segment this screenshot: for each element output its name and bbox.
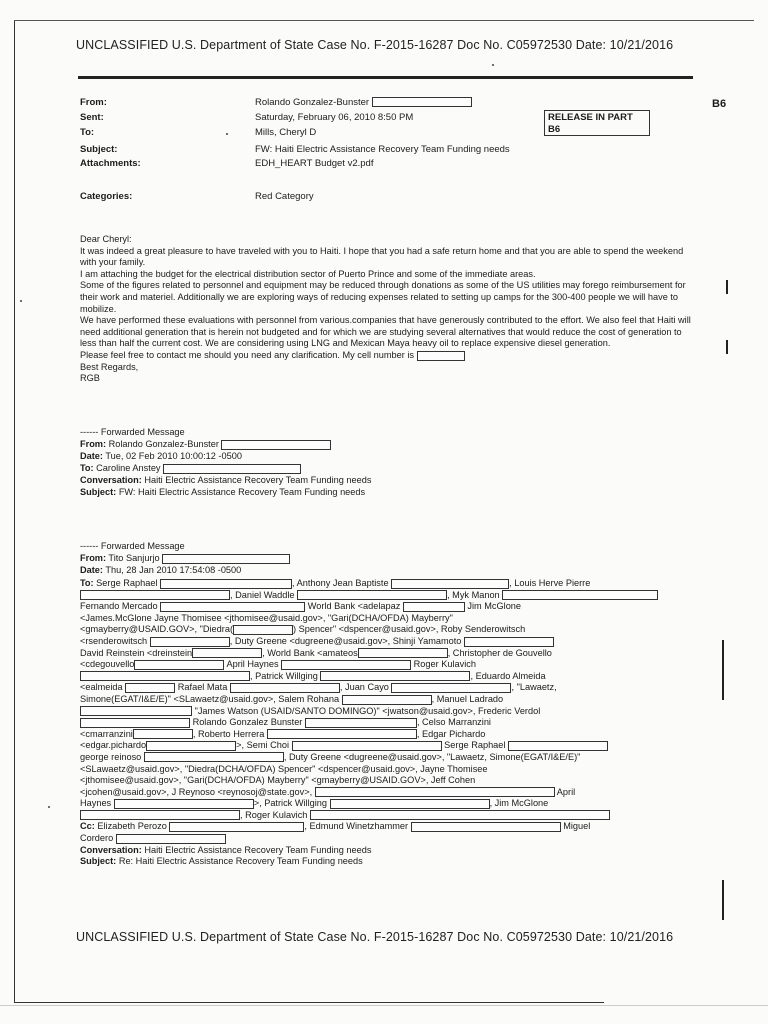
recipient: george reinoso <box>80 751 142 762</box>
redaction-box <box>502 590 658 600</box>
forward-separator: ------ Forwarded Message <box>80 427 185 437</box>
sent-label: Sent: <box>80 112 104 123</box>
to-label: To: <box>80 127 95 138</box>
signature: RGB <box>80 373 100 384</box>
recipient: >, Semi Choi <box>236 740 290 751</box>
recipient: , Edgar Pichardo <box>416 728 486 739</box>
redaction-box <box>80 718 190 728</box>
fwd2-date-value: Thu, 28 Jan 2010 17:54:08 -0500 <box>105 565 242 575</box>
fwd2-from-label: From: <box>80 553 107 563</box>
redaction-box <box>297 590 447 600</box>
recipient: , Louis Herve Pierre <box>509 578 591 588</box>
paragraph: We have performed these evaluations with personnel from various.companies that have generously contributed to the effort. We also feel that Haiti will need additional generation that is herein not budgeted and for which we are studying several alternatives that would reduce the cost of generation to less than half the current cost. We are considering using LNG and Mexican Maya heavy oil to replace expensive diesel generation. <box>80 315 691 349</box>
paragraph <box>80 350 692 362</box>
closing: Best Regards, <box>80 361 139 372</box>
fwd-conv-label: Conversation: <box>80 475 142 485</box>
redaction-box <box>391 683 511 693</box>
fwd2-from-value: Tito Sanjurjo <box>108 553 160 563</box>
recipient: ) Spencer" <dspencer@usaid.gov>, Roby Senderowitsch <box>293 624 526 635</box>
redaction-box <box>305 718 417 728</box>
recipient: Serge Raphael <box>96 578 158 588</box>
recipient: Jayne Thomisee <jthomisee@usaid.gov>, "Gari(DCHA/OFDA) Mayberry" <box>154 612 453 623</box>
redaction-box <box>160 579 292 589</box>
redaction-box <box>150 637 230 647</box>
forward-separator: ------ Forwarded Message <box>80 541 185 551</box>
fwd2-conv-value: Haiti Electric Assistance Recovery Team Funding needs <box>144 844 372 855</box>
fwd2-to-label: To: <box>80 578 94 588</box>
forward-date <box>80 451 242 463</box>
redaction-box <box>133 729 193 739</box>
recipient: <edgar.pichardo <box>80 740 147 751</box>
redaction-box <box>134 660 224 670</box>
redaction-box <box>330 799 490 809</box>
recipient: , Celso Marranzini <box>416 717 491 728</box>
recipient: Rolando Gonzalez Bunster <box>192 717 303 728</box>
recipient: April Haynes <box>226 659 279 670</box>
recipient: Rafael Mata <box>177 682 228 693</box>
fwd2-conv-label: Conversation: <box>80 844 142 855</box>
sent-value: Saturday, February 06, 2010 8:50 PM <box>255 112 414 123</box>
scan-artifact <box>722 640 724 700</box>
recipient-list <box>80 578 692 868</box>
redaction-box <box>163 464 301 474</box>
contact-sentence: Please feel free to contact me should you need any clarification. My cell number is <box>80 349 414 360</box>
redaction-box <box>80 590 230 600</box>
recipient: , Myk Manon <box>447 589 500 600</box>
greeting: Dear Cheryl: <box>80 234 132 244</box>
redaction-box <box>411 822 561 832</box>
recipient: , Patrick Willging <box>250 670 318 681</box>
fwd-conv-value: Haiti Electric Assistance Recovery Team Funding needs <box>144 475 372 485</box>
redaction-box <box>80 671 250 681</box>
redaction-box <box>144 752 284 762</box>
recipient: <SLawaetz@usaid.gov>, "Diedra(DCHA/OFDA) Spencer" <dspencer@usaid.gov>, Jayne Thomisee <box>80 763 488 774</box>
redaction-box <box>292 741 442 751</box>
forward-conversation <box>80 475 371 487</box>
redaction-box <box>403 602 465 612</box>
redaction-box <box>116 834 226 844</box>
cc-recipient: Cordero <box>80 833 114 844</box>
exemption-code-margin: B6 <box>712 98 727 110</box>
fwd-subject-label: Subject: <box>80 487 117 497</box>
fwd-date-value: Tue, 02 Feb 2010 10:00:12 -0500 <box>105 451 242 461</box>
fwd-to-value: Caroline Anstey <box>96 463 161 473</box>
scan-artifact <box>48 806 50 808</box>
forward-from <box>80 553 290 565</box>
categories-value: Red Category <box>255 191 314 202</box>
redaction-box <box>372 97 472 107</box>
redaction-box <box>169 822 304 832</box>
redaction-box <box>281 660 411 670</box>
fwd-subject-value: FW: Haiti Electric Assistance Recovery Team Funding needs <box>118 487 366 497</box>
recipient: Haynes <box>80 798 112 809</box>
redaction-box <box>267 729 417 739</box>
recipient: <ealmeida <box>80 682 123 693</box>
message-body <box>80 234 692 385</box>
from-label: From: <box>80 97 107 108</box>
categories-label: Categories: <box>80 191 133 202</box>
scan-artifact <box>226 133 228 135</box>
redaction-box <box>391 579 509 589</box>
recipient: World Bank <adelapaz <box>307 601 401 612</box>
recipient: Jim McGlone <box>467 601 522 612</box>
from-name: Rolando Gonzalez-Bunster <box>255 97 370 108</box>
redaction-box <box>342 695 432 705</box>
recipient: Serge Raphael <box>444 740 506 751</box>
forward-to <box>80 463 301 475</box>
redaction-box <box>114 799 254 809</box>
classification-banner-bottom: UNCLASSIFIED U.S. Department of State Case No. F-2015-16287 Doc No. C05972530 Date: 10/21/2016 <box>76 930 674 944</box>
recipient: <gmayberry@USAID.GOV>, "Diedra( <box>80 624 233 635</box>
from-value <box>255 97 472 108</box>
forward-date <box>80 565 241 577</box>
fwd2-date-label: Date: <box>80 565 103 575</box>
redaction-box <box>233 625 293 635</box>
recipient: , Eduardo Almeida <box>470 670 546 681</box>
scan-artifact <box>492 64 494 66</box>
classification-banner-top: UNCLASSIFIED U.S. Department of State Case No. F-2015-16287 Doc No. C05972530 Date: 10/21/2016 <box>76 38 674 52</box>
paragraph: I am attaching the budget for the electrical distribution sector of Puerto Prince and some of the immediate areas. <box>80 268 536 279</box>
recipient: <James.McGlone <box>80 612 152 623</box>
scan-border-bottom <box>14 1002 604 1003</box>
recipient: <cmarranzini <box>80 728 133 739</box>
redaction-box <box>320 671 470 681</box>
header-rule <box>78 76 693 79</box>
redaction-box <box>315 787 555 797</box>
redaction-box <box>230 683 340 693</box>
paragraph: Some of the figures related to personnel and equipment may be reduced through donations as some of the US utilities may forego reimbursement for their work and materiel. Additionally we are exploring ways of reducing expenses related to setting up camps for the 300-400 people we will have to mobilize. <box>80 280 686 314</box>
redaction-box <box>464 637 554 647</box>
recipient: , Jim McGlone <box>489 798 549 809</box>
recipient: >, Patrick Willging <box>253 798 327 809</box>
redaction-box <box>80 706 192 716</box>
recipient: "James Watson (USAID/SANTO DOMINGO)" <jwatson@usaid.gov>, Frederic Verdol <box>194 705 541 716</box>
subject-label: Subject: <box>80 144 118 155</box>
redaction-box <box>125 683 175 693</box>
recipient: <rsenderowitsch <box>80 635 148 646</box>
recipient: <jthomisee@usaid.gov>, "Gari(DCHA/OFDA) Mayberry" <gmayberry@USAID.GOV>, Jeff Cohen <box>80 775 476 786</box>
recipient: <cdegouvello <box>80 659 135 670</box>
recipient: , Juan Cayo <box>339 682 389 693</box>
recipient: Fernando Mercado <box>80 601 158 612</box>
redaction-box <box>160 602 305 612</box>
recipient: David Reinstein <dreinstein <box>80 647 193 658</box>
recipient: April <box>556 786 576 797</box>
recipient: Roger Kulavich <box>413 659 476 670</box>
recipient: , Daniel Waddle <box>230 589 295 600</box>
redaction-box <box>80 810 240 820</box>
recipient: , "Lawaetz, <box>511 682 557 693</box>
scan-artifact <box>20 300 22 302</box>
cc-recipient: Miguel <box>563 821 591 832</box>
recipient: , Duty Greene <dugreene@usaid.gov>, Shinji Yamamoto <box>229 635 462 646</box>
redaction-box <box>192 648 262 658</box>
attachments-label: Attachments: <box>80 158 141 169</box>
recipient: , Roger Kulavich <box>240 809 308 820</box>
fwd-from-label: From: <box>80 439 107 449</box>
paragraph: It was indeed a great pleasure to have traveled with you to Haiti. I hope that you had a safe return home and that you are able to spend the weekend with your family. <box>80 245 684 268</box>
forward-from <box>80 439 331 451</box>
fwd-from-value: Rolando Gonzalez-Bunster <box>108 439 219 449</box>
fwd-date-label: Date: <box>80 451 103 461</box>
release-stamp <box>544 110 650 136</box>
recipient: , Anthony Jean Baptiste <box>292 578 389 588</box>
redaction-box <box>221 440 331 450</box>
recipient: , Roberto Herrera <box>192 728 265 739</box>
fwd2-cc-label: Cc: <box>80 821 95 832</box>
to-value: Mills, Cheryl D <box>255 127 317 138</box>
redaction-box <box>358 648 448 658</box>
scan-border-top <box>14 20 754 21</box>
forward-subject <box>80 487 365 499</box>
attachment-link[interactable]: EDH_HEART Budget v2.pdf <box>255 158 374 169</box>
scan-artifact <box>726 280 728 294</box>
release-stamp-line1: RELEASE IN PART <box>548 112 633 123</box>
cc-recipient: , Edmund Winetzhammer <box>304 821 409 832</box>
recipient: , Duty Greene <dugreene@usaid.gov>, "Lawaetz, Simone(EGAT/I&E/E)" <box>283 751 581 762</box>
recipient: Simone(EGAT/I&E/E)" <SLawaetz@usaid.gov>, Salem Rohana <box>80 693 340 704</box>
fwd2-subject-value: Re: Haiti Electric Assistance Recovery Team Funding needs <box>118 856 363 867</box>
fwd-to-label: To: <box>80 463 94 473</box>
redaction-box <box>162 554 290 564</box>
redaction-box <box>508 741 608 751</box>
scan-artifact <box>726 340 728 354</box>
redaction-box <box>146 741 236 751</box>
scan-border-left <box>14 20 15 1002</box>
redaction-box <box>417 351 465 361</box>
subject-value: FW: Haiti Electric Assistance Recovery Team Funding needs <box>255 144 510 155</box>
recipient: , Manuel Ladrado <box>431 693 504 704</box>
recipient: <jcohen@usaid.gov>, J Reynoso <reynosoj@state.gov>, <box>80 786 313 797</box>
redaction-box <box>310 810 610 820</box>
scan-edge <box>0 1005 768 1006</box>
recipient: , Christopher de Gouvello <box>447 647 552 658</box>
recipient: , World Bank <amateos <box>262 647 358 658</box>
scan-artifact <box>722 880 724 920</box>
cc-recipient: Elizabeth Perozo <box>97 821 167 832</box>
release-stamp-line2: B6 <box>548 124 561 135</box>
fwd2-subject-label: Subject: <box>80 856 117 867</box>
